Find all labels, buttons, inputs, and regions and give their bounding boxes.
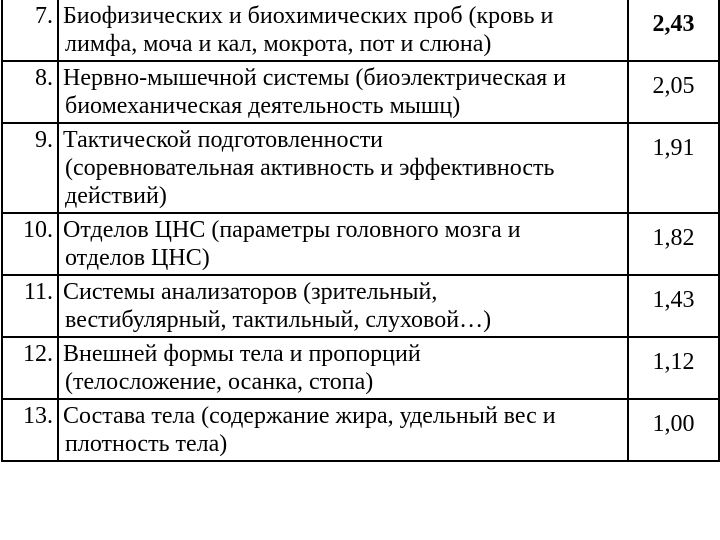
- row-description: [58, 123, 628, 213]
- row-description: [58, 0, 628, 61]
- row-description: [58, 399, 628, 461]
- description-line: Системы анализаторов (зрительный,: [63, 279, 438, 305]
- table-row: [2, 0, 719, 61]
- row-value: 2,05: [628, 61, 719, 123]
- row-number: 8.: [2, 61, 58, 123]
- row-description: [58, 61, 628, 123]
- description-line: (соревновательная активность и эффективность: [65, 155, 555, 181]
- row-number: 10.: [2, 213, 58, 275]
- description-line: плотность тела): [65, 431, 228, 457]
- row-value: 1,91: [628, 123, 719, 213]
- table-row: [2, 399, 719, 461]
- row-number: 7.: [2, 0, 58, 61]
- row-number: 9.: [2, 123, 58, 213]
- description-line: Биофизических и биохимических проб (кровь и: [63, 3, 554, 29]
- row-description: [58, 337, 628, 399]
- description-line: лимфа, моча и кал, мокрота, пот и слюна): [65, 31, 492, 57]
- table-row: [2, 123, 719, 213]
- description-line: Состава тела (содержание жира, удельный вес и: [63, 403, 556, 429]
- table-row: [2, 61, 719, 123]
- row-value: 1,82: [628, 213, 719, 275]
- description-line: Отделов ЦНС (параметры головного мозга и: [63, 217, 521, 243]
- description-line: Внешней формы тела и пропорций: [63, 341, 421, 367]
- row-number: 12.: [2, 337, 58, 399]
- table-row: [2, 213, 719, 275]
- ranking-table: [1, 0, 720, 462]
- row-description: [58, 213, 628, 275]
- row-number: 11.: [2, 275, 58, 337]
- description-line: Нервно-мышечной системы (биоэлектрическая и: [63, 65, 566, 91]
- row-value: 1,12: [628, 337, 719, 399]
- row-value: 1,43: [628, 275, 719, 337]
- row-description: [58, 275, 628, 337]
- row-number: 13.: [2, 399, 58, 461]
- row-value: 2,43: [628, 0, 719, 61]
- table-row: [2, 275, 719, 337]
- row-value: 1,00: [628, 399, 719, 461]
- description-line: отделов ЦНС): [65, 245, 210, 271]
- description-line: биомеханическая деятельность мышц): [65, 93, 461, 119]
- description-line: действий): [65, 183, 167, 209]
- description-line: Тактической подготовленности: [63, 127, 384, 153]
- description-line: (телосложение, осанка, стопа): [65, 369, 374, 395]
- description-line: вестибулярный, тактильный, слуховой…): [65, 307, 492, 333]
- table-row: [2, 337, 719, 399]
